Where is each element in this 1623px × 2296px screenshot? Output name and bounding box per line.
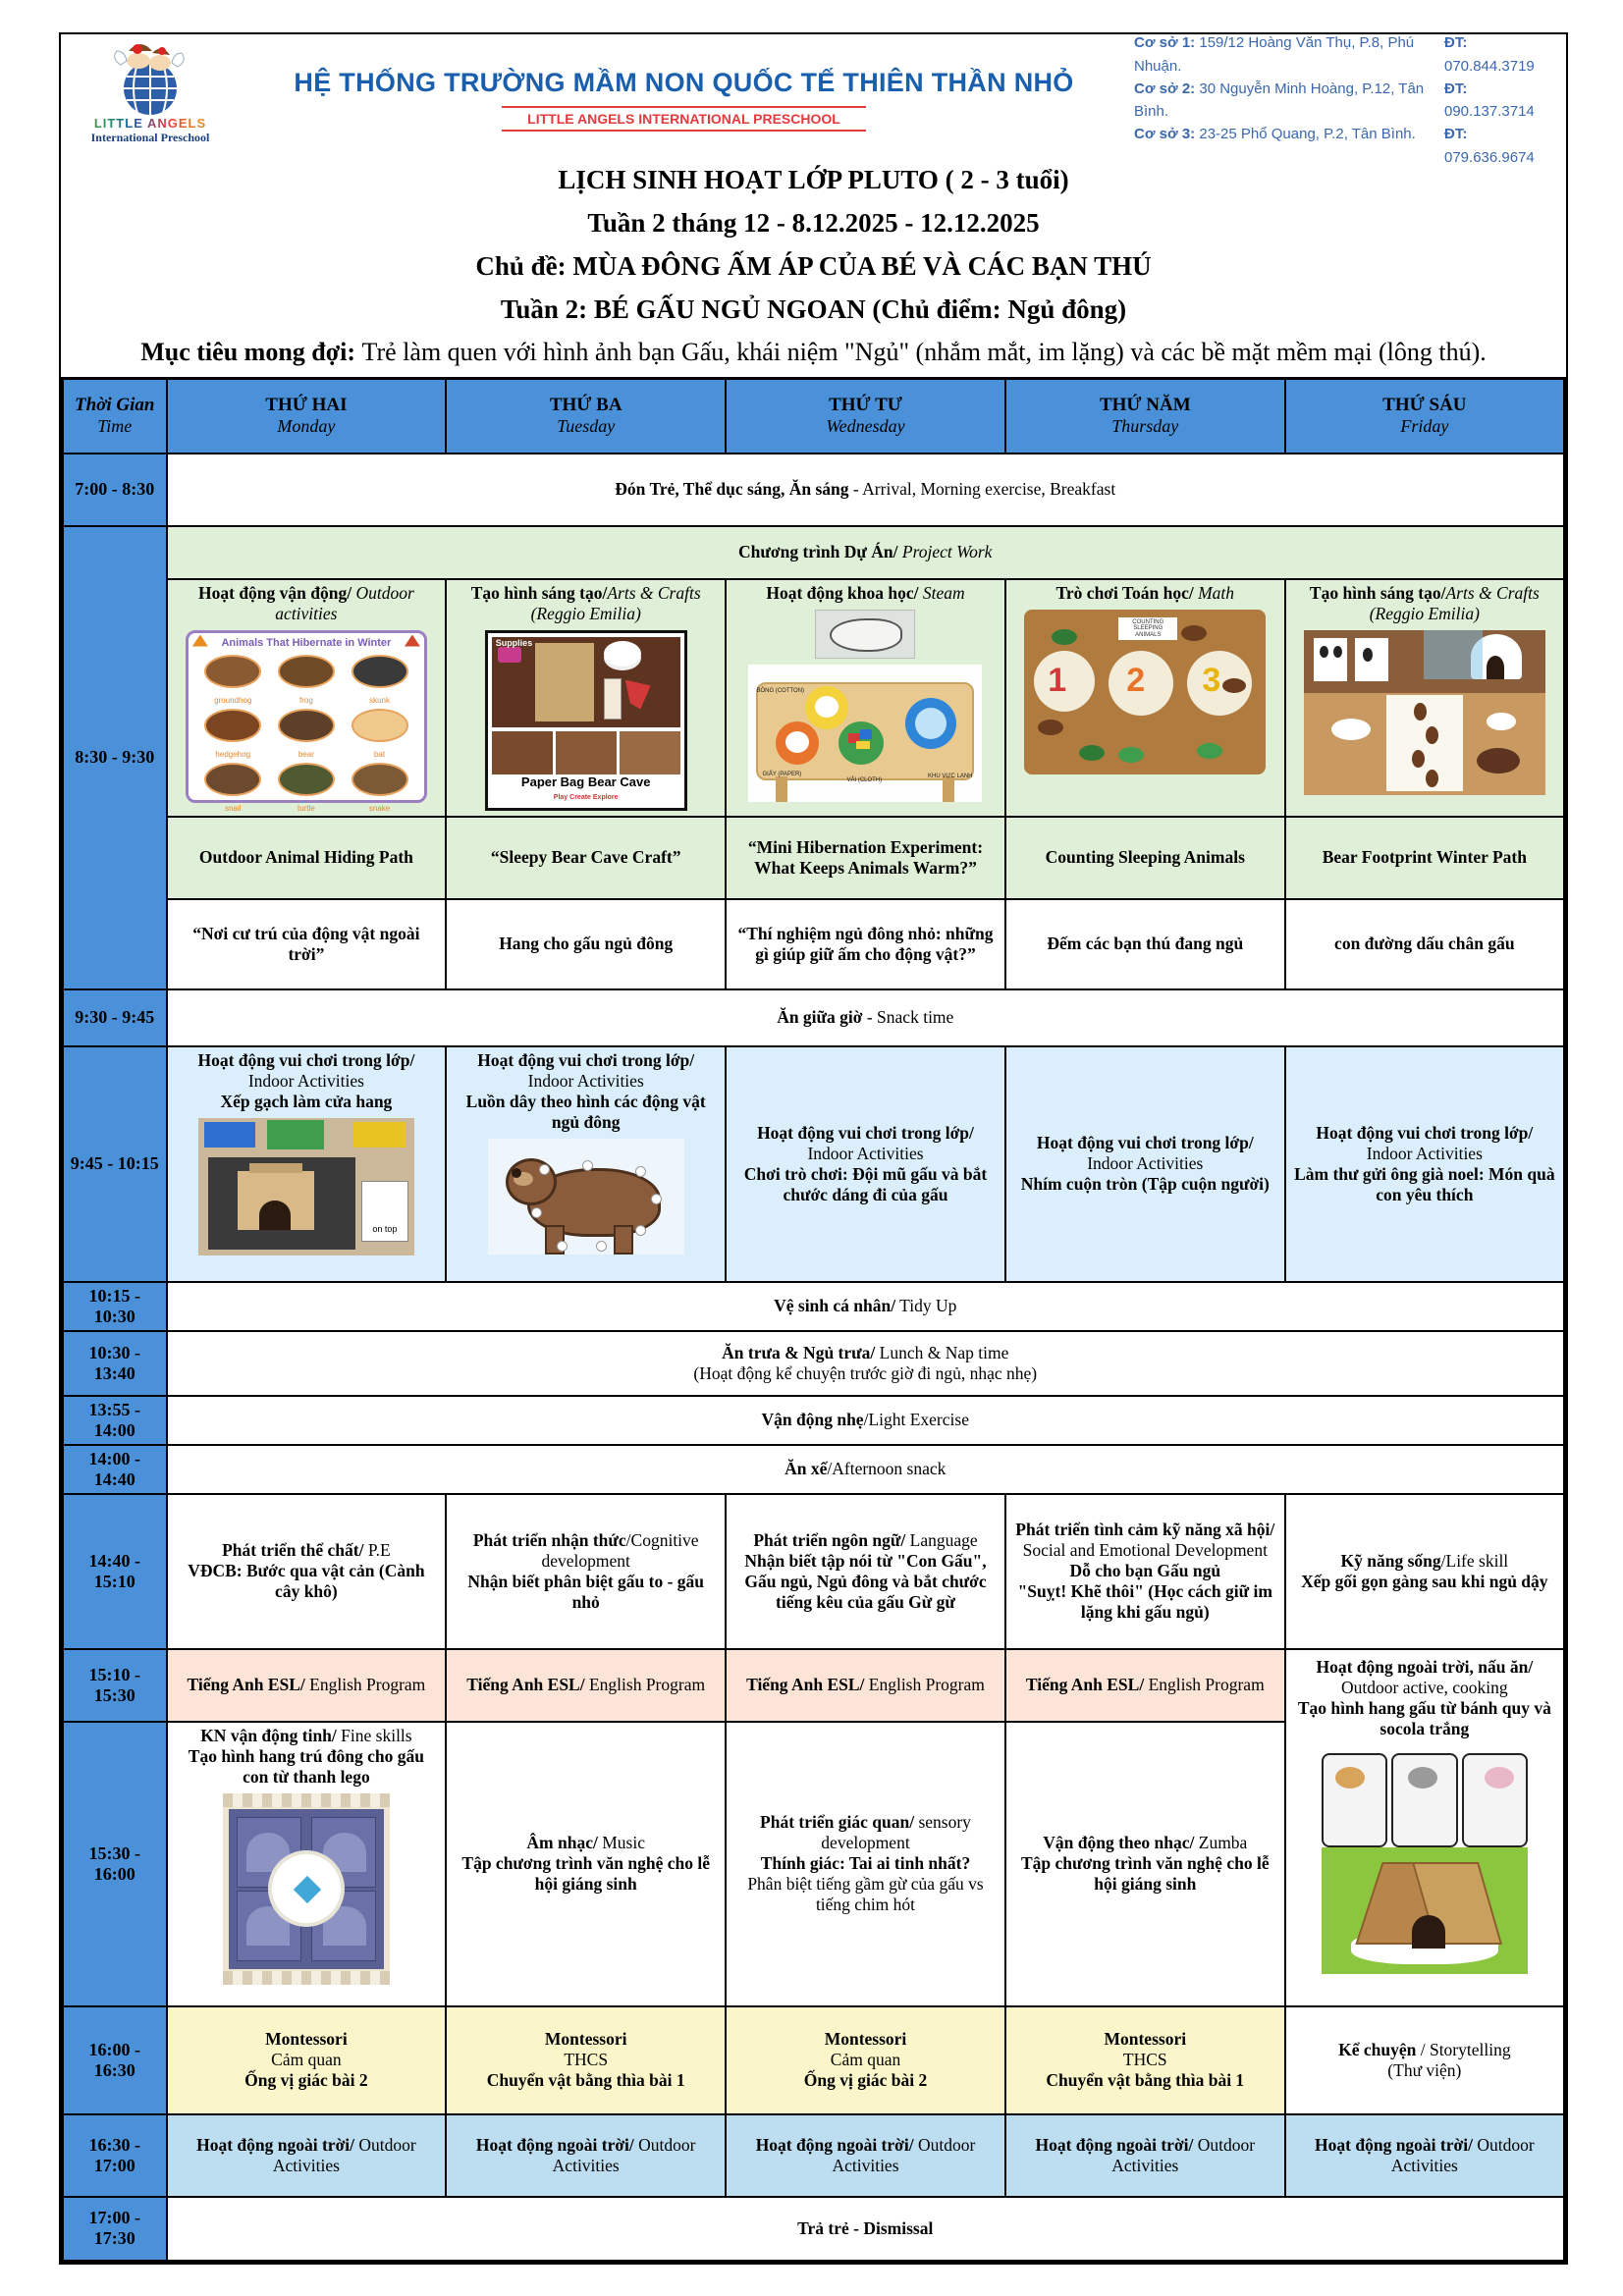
cell-thu-zumba: Vận động theo nhạc/ Zumba Tập chương trình văn nghệ cho lễ hội giáng sinh [1005,1722,1285,2006]
row-light-exercise [63,1396,1565,1445]
time-0930: 9:30 - 9:45 [63,989,167,1046]
time-1440: 14:40 - 15:10 [63,1494,167,1649]
cell-light-exercise: Vận động nhẹ/Light Exercise [167,1396,1565,1445]
counting-animals-image: COUNTING SLEEPING ANIMALS 1 2 3 [1024,610,1266,774]
cell-fri-outdoor: Hoạt động ngoài trời/ Outdoor Activities [1285,2114,1565,2197]
cell-arrival: Đón Trẻ, Thể dục sáng, Ăn sáng - Arrival, Morning exercise, Breakfast [167,454,1565,526]
cell-lunch: Ăn trưa & Ngủ trưa/ Lunch & Nap time (Hoạt động kể chuyện trước giờ đi ngủ, nhạc nhẹ) [167,1331,1565,1396]
hibernate-chart-image: Animals That Hibernate in Winter groundhog frog skunk hedgehog bear bat snail turtle snake [186,630,427,803]
cell-mon-outdoor: Hoạt động ngoài trời/ Outdoor Activities [167,2114,447,2197]
cell-tue-project-name: “Sleepy Bear Cave Craft” [446,817,726,899]
cell-fri-project-name: Bear Footprint Winter Path [1285,817,1565,899]
bear-footprint-path-image [1304,630,1545,795]
row-outdoor [63,2114,1565,2197]
row-project-activities [63,579,1565,817]
cell-dismissal: Trả trẻ - Dismissal [167,2197,1565,2262]
row-tidy [63,1282,1565,1331]
logo-graphic [105,39,195,116]
logo-subtitle: International Preschool [90,131,210,144]
schedule-theme: Chủ đề: MÙA ĐÔNG ẤM ÁP CỦA BÉ VÀ CÁC BẠN THÚ [475,251,1152,281]
cell-fri-cooking: Hoạt động ngoài trời, nấu ăn/ Outdoor active, cooking Tạo hình hang gấu từ bánh quy và socola trắng [1285,1649,1565,2006]
time-1355: 13:55 - 14:00 [63,1396,167,1445]
time-1015: 10:15 - 10:30 [63,1282,167,1331]
cell-mon-indoor: Hoạt động vui chơi trong lớp/ Indoor Activities Xếp gạch làm cửa hang on top [167,1046,447,1282]
row-arrival [63,454,1565,526]
campus-1-address: Cơ sở 1: 159/12 Hoàng Văn Thụ, P.8, Phú Nhuận. [1134,34,1415,75]
cell-tue-music: Âm nhạc/ Music Tập chương trình văn nghệ cho lễ hội giáng sinh [446,1722,726,2006]
time-0945: 9:45 - 10:15 [63,1046,167,1282]
cell-fri-development: Kỹ năng sống/Life skill Xếp gối gọn gàng sau khi ngủ dậy [1285,1494,1565,1649]
time-1400: 14:00 - 14:40 [63,1445,167,1494]
cell-mon-project: Hoạt động vận động/ Outdoor activities Animals That Hibernate in Winter groundhog frog skunk hedgehog bear bat snail turtle snake [167,579,447,817]
page-frame [59,32,1568,2265]
table-header-row [63,379,1565,454]
contact-row-3 [1134,123,1556,169]
schedule-subtheme: Tuần 2: BÉ GẤU NGỦ NGOAN (Chủ điểm: Ngủ đông) [500,294,1127,324]
time-1530: 15:30 - 16:00 [63,1722,167,2006]
cell-mon-project-name: Outdoor Animal Hiding Path [167,817,447,899]
header-band [61,34,1566,166]
campus-2-address: Cơ sở 2: 30 Nguyễn Minh Hoàng, P.12, Tân Bình. [1134,80,1425,120]
row-snack [63,989,1565,1046]
campus-1-phone: ĐT: 070.844.3719 [1444,34,1535,75]
schedule-title-block [61,150,1566,377]
cell-thu-montessori: Montessori THCS Chuyển vật bằng thìa bài 1 [1005,2006,1285,2114]
contact-info [1134,16,1556,169]
cell-tidy: Vệ sinh cá nhân/ Tidy Up [167,1282,1565,1331]
school-name-block [234,54,1134,132]
cell-fri-project-desc: con đường dấu chân gấu [1285,899,1565,989]
time-1700: 17:00 - 17:30 [63,2197,167,2262]
row-project-names [63,817,1565,899]
cell-thu-project-desc: Đếm các bạn thú đang ngủ [1005,899,1285,989]
lacing-bear-image [488,1139,684,1255]
cell-mon-project-desc: “Nơi cư trú của động vật ngoài trời” [167,899,447,989]
cell-tue-project-desc: Hang cho gấu ngủ đông [446,899,726,989]
cell-wed-montessori: Montessori Cảm quan Ống vị giác bài 2 [726,2006,1005,2114]
row-project-descs [63,899,1565,989]
contact-row-1 [1134,31,1556,78]
cell-tue-esl: Tiếng Anh ESL/ English Program [446,1649,726,1722]
cell-wed-indoor: Hoạt động vui chơi trong lớp/ Indoor Activities Chơi trò chơi: Đội mũ gấu và bắt chước dáng đi của gấu [726,1046,1005,1282]
cell-mon-esl: Tiếng Anh ESL/ English Program [167,1649,447,1722]
cell-tue-development: Phát triển nhận thức/Cognitive development Nhận biết phân biệt gấu to - gấu nhỏ [446,1494,726,1649]
contact-row-2 [1134,78,1556,124]
row-project-banner [63,526,1565,579]
campus-3-address: Cơ sở 3: 23-25 Phổ Quang, P.2, Tân Bình. [1134,126,1416,143]
cell-tue-indoor: Hoạt động vui chơi trong lớp/ Indoor Activities Luồn dây theo hình các động vật ngủ đông [446,1046,726,1282]
cell-tue-montessori: Montessori THCS Chuyển vật bằng thìa bài 1 [446,2006,726,2114]
row-esl [63,1649,1565,1722]
cell-mon-montessori: Montessori Cảm quan Ống vị giác bài 2 [167,2006,447,2114]
cell-afternoon-snack: Ăn xế/Afternoon snack [167,1445,1565,1494]
col-header-friday: THỨ SÁU Friday [1285,379,1565,454]
cell-wed-project-desc: “Thí nghiệm ngủ đông nhỏ: những gì giúp giữ ấm cho động vật?” [726,899,1005,989]
cell-wed-development: Phát triển ngôn ngữ/ Language Nhận biết tập nói từ "Con Gấu", Gấu ngủ, Ngủ đông và bắt chước tiếng kêu của gấu Gừ gừ [726,1494,1005,1649]
cell-thu-development: Phát triển tình cảm kỹ năng xã hội/ Social and Emotional Development Dỗ cho bạn Gấu ngủ "Suỵt! Khẽ thôi" (Học cách giữ im lặng khi gấu ngủ) [1005,1494,1285,1649]
cell-fri-storytelling: Kể chuyện / Storytelling (Thư viện) [1285,2006,1565,2114]
row-dismissal [63,2197,1565,2262]
col-header-thursday: THỨ NĂM Thursday [1005,379,1285,454]
cell-wed-esl: Tiếng Anh ESL/ English Program [726,1649,1005,1722]
row-lunch [63,1331,1565,1396]
cell-thu-indoor: Hoạt động vui chơi trong lớp/ Indoor Activities Nhím cuộn tròn (Tập cuộn người) [1005,1046,1285,1282]
cell-thu-project-name: Counting Sleeping Animals [1005,817,1285,899]
logo-wordmark: LITTLE ANGELS [67,116,234,131]
cell-thu-outdoor: Hoạt động ngoài trời/ Outdoor Activities [1005,2114,1285,2197]
time-1600: 16:00 - 16:30 [63,2006,167,2114]
time-1630: 16:30 - 17:00 [63,2114,167,2197]
cell-snack: Ăn giữa giờ - Snack time [167,989,1565,1046]
cell-wed-sensory: Phát triển giác quan/ sensory development Thính giác: Tai ai tinh nhất? Phân biệt tiếng gầm gừ của gấu vs tiếng chim hót [726,1722,1005,2006]
col-header-wednesday: THỨ TƯ Wednesday [726,379,1005,454]
cell-mon-fine-skills: KN vận động tinh/ Fine skills Tạo hình hang trú đông cho gấu con từ thanh lego [167,1722,447,2006]
time-1510: 15:10 - 15:30 [63,1649,167,1722]
row-montessori [63,2006,1565,2114]
cell-wed-project: Hoạt động khoa học/ Steam BÔNG (COTTON) GIẤY (PAPER) VẢI (CLOTH) KHU VỰC LẠNH [726,579,1005,817]
cell-tue-outdoor: Hoạt động ngoài trời/ Outdoor Activities [446,2114,726,2197]
cell-fri-project: Tạo hình sáng tạo/Arts & Crafts (Reggio Emilia) [1285,579,1565,817]
row-development [63,1494,1565,1649]
time-0830: 8:30 - 9:30 [63,526,167,989]
steam-table-image: BÔNG (COTTON) GIẤY (PAPER) VẢI (CLOTH) KHU VỰC LẠNH [748,665,982,802]
cell-wed-project-name: “Mini Hibernation Experiment: What Keeps Animals Warm?” [726,817,1005,899]
schedule-title: LỊCH SINH HOẠT LỚP PLUTO ( 2 - 3 tuổi) [558,165,1069,194]
cell-fri-indoor: Hoạt động vui chơi trong lớp/ Indoor Activities Làm thư gửi ông già noel: Món quà con yêu thích [1285,1046,1565,1282]
cell-thu-esl: Tiếng Anh ESL/ English Program [1005,1649,1285,1722]
schedule-goal: Mục tiêu mong đợi: Trẻ làm quen với hình ảnh bạn Gấu, khái niệm "Ngủ" (nhắm mắt, im lặng) và các bề mặt mềm mại (lông thú). [140,338,1487,366]
cell-project-banner: Chương trình Dự Án/ Project Work [167,526,1565,579]
col-header-time: Thời Gian Time [63,379,167,454]
campus-2-phone: ĐT: 090.137.3714 [1444,80,1535,120]
row-indoor [63,1046,1565,1282]
cookie-bear-cave-image [1322,1753,1528,1974]
paper-bag-bear-cave-image: Supplies Paper Bag Bear Cave Play Create Explore [485,630,687,811]
time-0700: 7:00 - 8:30 [63,454,167,526]
steam-sketch-image [815,610,915,659]
col-header-tuesday: THỨ BA Tuesday [446,379,726,454]
cell-wed-outdoor: Hoạt động ngoài trời/ Outdoor Activities [726,2114,1005,2197]
time-1030: 10:30 - 13:40 [63,1331,167,1396]
cell-mon-development: Phát triển thể chất/ P.E VĐCB: Bước qua vật cản (Cành cây khô) [167,1494,447,1649]
cell-tue-project: Tạo hình sáng tạo/Arts & Crafts (Reggio Emilia) Supplies Paper Bag Bear Cave Play Create Explore [446,579,726,817]
school-name-english: LITTLE ANGELS INTERNATIONAL PRESCHOOL [502,106,866,132]
col-header-monday: THỨ HAI Monday [167,379,447,454]
block-cave-image: on top [198,1118,414,1255]
cell-thu-project: Trò chơi Toán học/ Math COUNTING SLEEPING ANIMALS 1 2 3 [1005,579,1285,817]
campus-3-phone: ĐT: 079.636.9674 [1444,126,1535,166]
school-logo [67,39,234,145]
lego-cave-image [223,1793,390,1985]
school-name: HỆ THỐNG TRƯỜNG MẦM NON QUỐC TẾ THIÊN THẦN NHỎ [294,67,1074,97]
schedule-week: Tuần 2 tháng 12 - 8.12.2025 - 12.12.2025 [587,208,1040,238]
schedule-table [61,377,1566,2263]
row-afternoon-snack [63,1445,1565,1494]
